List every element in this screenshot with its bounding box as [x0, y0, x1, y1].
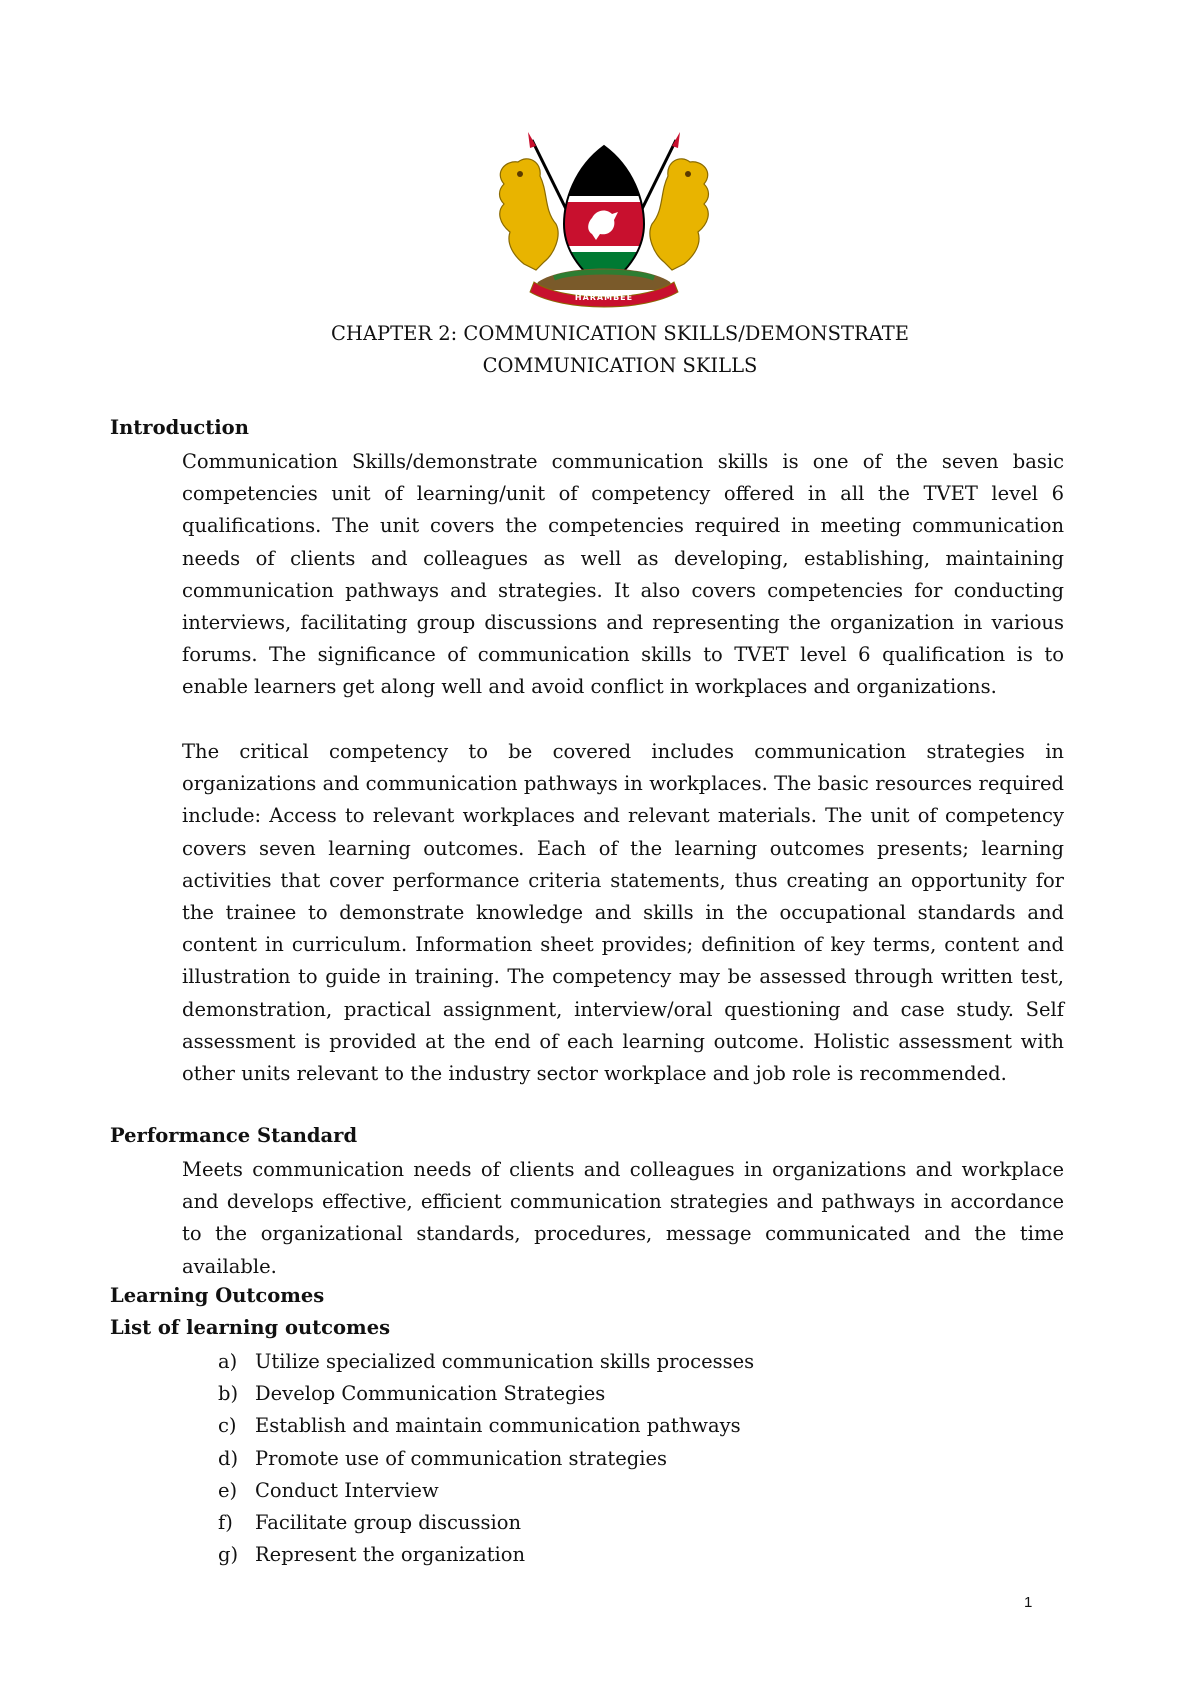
performance-standard-text: Meets communication needs of clients and colleagues in organizations and workplace and develops effective, efficient communication strategies and pathways in accordance to the organizational standards, procedures, message communicated and the time available.	[182, 1158, 1064, 1278]
kenya-coat-of-arms-emblem	[484, 132, 724, 308]
list-item-text: Facilitate group discussion	[255, 1511, 522, 1535]
list-item	[218, 1346, 754, 1378]
list-item	[218, 1507, 754, 1539]
list-item-text: Promote use of communication strategies	[255, 1446, 667, 1470]
list-item	[218, 1443, 754, 1475]
chapter-title-line-2: COMMUNICATION SKILLS	[482, 354, 758, 377]
chapter-title-line-1: CHAPTER 2: COMMUNICATION SKILLS/DEMONSTRATE	[330, 322, 909, 345]
page-number: 1	[1024, 1594, 1033, 1611]
introduction-paragraph-2: The critical competency to be covered includes communication strategies in organizations and communication pathways in workplaces. The basic resources required include: Access to relevant workplaces and relevant materials. The unit of competency covers seven learning outcomes. Each of the learning outcomes presents; learning activities that cover performance criteria statements, thus creating an opportunity for the trainee to demonstrate knowledge and skills in the occupational standards and content in curriculum. Information sheet provides; definition of key terms, content and illustration to guide in training. The competency may be assessed through written test, demonstration, practical assignment, interview/oral questioning and case study. Self assessment is provided at the end of each learning outcome. Holistic assessment with other units relevant to the industry sector workplace and job role is recommended.	[182, 740, 1064, 1086]
introduction-paragraph-1: Communication Skills/demonstrate communication skills is one of the seven basic competencies unit of learning/unit of competency offered in all the TVET level 6 qualifications. The unit covers the competencies required in meeting communication needs of clients and colleagues as well as developing, establishing, maintaining communication pathways and strategies. It also covers competencies for conducting interviews, facilitating group discussions and representing the organization in various forums. The significance of communication skills to TVET level 6 qualification is to enable learners get along well and avoid conflict in workplaces and organizations.	[182, 450, 1064, 699]
list-marker: b)	[218, 1382, 239, 1406]
list-item-text: Represent the organization	[255, 1543, 526, 1567]
list-marker: c)	[218, 1414, 237, 1438]
learning-outcomes-heading: Learning Outcomes	[110, 1284, 325, 1307]
chapter-title	[150, 318, 1090, 382]
list-marker: a)	[218, 1350, 238, 1373]
list-item-text: Establish and maintain communication pathways	[255, 1414, 741, 1438]
list-item	[218, 1410, 754, 1442]
svg-text:HARAMBEE: HARAMBEE	[574, 293, 634, 302]
learning-outcomes-subheading: List of learning outcomes	[110, 1316, 391, 1339]
list-item	[218, 1475, 754, 1507]
introduction-heading: Introduction	[110, 416, 249, 439]
learning-outcomes-list	[218, 1346, 754, 1571]
performance-standard-heading: Performance Standard	[110, 1124, 358, 1147]
list-item-text: Develop Communication Strategies	[255, 1382, 606, 1406]
list-item-text: Utilize specialized communication skills processes	[255, 1350, 755, 1373]
list-marker: d)	[218, 1446, 239, 1470]
list-item	[218, 1539, 754, 1571]
list-marker: f)	[218, 1511, 233, 1535]
list-marker: e)	[218, 1478, 238, 1502]
list-marker: g)	[218, 1543, 239, 1567]
list-item-text: Conduct Interview	[255, 1478, 439, 1502]
list-item	[218, 1378, 754, 1410]
